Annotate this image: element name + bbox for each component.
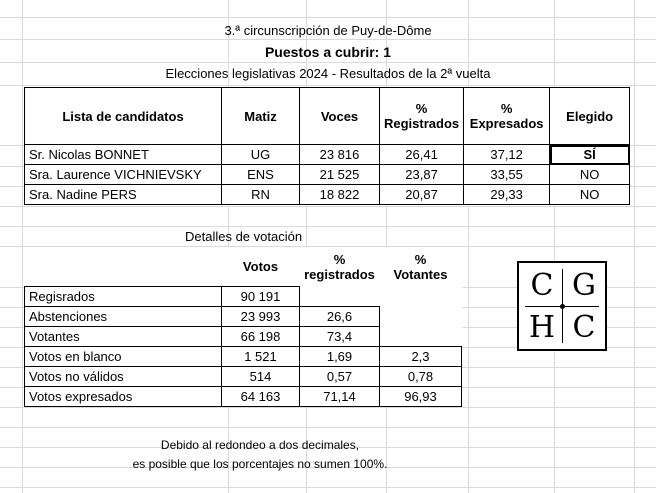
col-votes-header: Voces (300, 88, 380, 145)
detail-votes[interactable]: 90 191 (222, 287, 300, 307)
detail-votes[interactable]: 64 163 (222, 387, 300, 407)
logo-letter: C (530, 268, 554, 303)
seats-title: Puestos a cubrir: 1 (264, 44, 392, 60)
candidate-elected[interactable]: NO (550, 165, 630, 185)
details-title: Detalles de votación (185, 229, 303, 244)
candidate-pct-expressed[interactable]: 29,33 (464, 185, 550, 205)
detail-label[interactable]: Votos expresados (25, 387, 222, 407)
detail-votes[interactable]: 514 (222, 367, 300, 387)
candidate-nuance[interactable]: ENS (222, 165, 300, 185)
candidate-pct-registered[interactable]: 23,87 (380, 165, 464, 185)
col-pct-registered-header: % Registrados (380, 88, 464, 145)
cghc-logo (517, 261, 607, 351)
details-pct-voters-word: Votantes (393, 266, 448, 282)
detail-label[interactable]: Abstenciones (25, 307, 222, 327)
details-header-row (25, 247, 462, 287)
circumscription-title: 3.ª circunscripción de Puy-de-Dôme (224, 23, 432, 38)
detail-pct-voters[interactable] (380, 327, 462, 347)
footnote-line-1: Debido al redondeo a dos decimales, (160, 438, 360, 452)
detail-votes[interactable]: 1 521 (222, 347, 300, 367)
col-elected-header: Elegido (550, 88, 630, 145)
details-votes-header: Votos (242, 259, 279, 274)
candidate-elected-selected-cell[interactable]: SÍ (550, 145, 630, 165)
detail-pct-voters[interactable]: 0,78 (380, 367, 462, 387)
table-row (25, 307, 462, 327)
details-pct-registered-header: % registrados (304, 251, 375, 282)
logo-center-dot (560, 304, 565, 309)
candidate-nuance[interactable]: UG (222, 145, 300, 165)
detail-votes[interactable]: 66 198 (222, 327, 300, 347)
candidate-votes[interactable]: 18 822 (300, 185, 380, 205)
logo-letter: C (572, 310, 596, 345)
col-pct-expressed-header: % Expresados (464, 88, 550, 145)
details-table (24, 247, 462, 407)
logo-letter: H (528, 310, 556, 345)
candidate-nuance[interactable]: RN (222, 185, 300, 205)
candidate-pct-expressed[interactable]: 33,55 (464, 165, 550, 185)
detail-label[interactable]: Votos en blanco (25, 347, 222, 367)
table-row (25, 327, 462, 347)
details-pct-voters-header: % Votantes (393, 251, 448, 282)
detail-pct-voters[interactable] (380, 307, 462, 327)
candidate-pct-registered[interactable]: 26,41 (380, 145, 464, 165)
candidate-name[interactable]: Sra. Nadine PERS (25, 185, 222, 205)
candidate-pct-registered[interactable]: 20,87 (380, 185, 464, 205)
candidate-name[interactable]: Sr. Nicolas BONNET (25, 145, 222, 165)
detail-pct-voters[interactable]: 96,93 (380, 387, 462, 407)
footnote-line-2: es posible que los porcentajes no sumen 100%. (132, 457, 388, 471)
candidate-votes[interactable]: 21 525 (300, 165, 380, 185)
table-row (25, 287, 462, 307)
detail-label[interactable]: Regisrados (25, 287, 222, 307)
table-row (25, 347, 462, 367)
election-subtitle: Elecciones legislativas 2024 - Resultados de la 2ª vuelta (165, 66, 491, 81)
detail-votes[interactable]: 23 993 (222, 307, 300, 327)
detail-pct-registered[interactable]: 26,6 (300, 307, 380, 327)
candidate-votes[interactable]: 23 816 (300, 145, 380, 165)
detail-pct-registered[interactable]: 0,57 (300, 367, 380, 387)
detail-pct-registered[interactable]: 73,4 (300, 327, 380, 347)
detail-label[interactable]: Votos no válidos (25, 367, 222, 387)
table-row (25, 387, 462, 407)
table-row (25, 185, 630, 205)
detail-pct-voters[interactable]: 2,3 (380, 347, 462, 367)
candidate-name[interactable]: Sra. Laurence VICHNIEVSKY (25, 165, 222, 185)
table-row (25, 165, 630, 185)
col-pct-expressed-word: Expresados (469, 116, 544, 131)
detail-pct-registered[interactable]: 1,69 (300, 347, 380, 367)
logo-letter: G (572, 268, 596, 303)
col-pct-registered-word: Registrados (384, 116, 460, 131)
details-pct-registered-word: registrados (304, 266, 375, 282)
details-blank-header (25, 247, 222, 287)
detail-label[interactable]: Votantes (25, 327, 222, 347)
candidate-elected[interactable]: NO (550, 185, 630, 205)
results-header-row (25, 88, 630, 145)
detail-pct-voters[interactable] (380, 287, 462, 307)
detail-pct-registered[interactable] (300, 287, 380, 307)
candidate-pct-expressed[interactable]: 37,12 (464, 145, 550, 165)
col-candidate-header: Lista de candidatos (25, 88, 222, 145)
results-table (24, 87, 630, 205)
table-row (25, 145, 630, 165)
detail-pct-registered[interactable]: 71,14 (300, 387, 380, 407)
table-row (25, 367, 462, 387)
col-nuance-header: Matiz (222, 88, 300, 145)
